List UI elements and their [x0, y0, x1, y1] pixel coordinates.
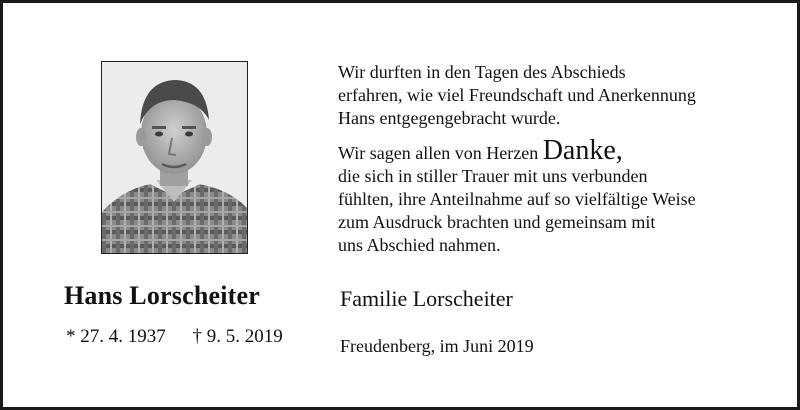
danke-word: Danke, [542, 135, 623, 166]
message-line: uns Abschied nahmen. [338, 235, 501, 255]
place-and-date: Freudenberg, im Juni 2019 [340, 336, 534, 356]
message-line: fühlten, ihre Anteilnahme auf so vielfältige Weise [338, 189, 696, 209]
life-dates [66, 326, 283, 348]
deceased-name: Hans Lorscheiter [64, 281, 261, 310]
thank-you-message [338, 61, 778, 257]
portrait-image [102, 62, 247, 253]
message-paragraph-1 [338, 61, 778, 130]
birth-date: * 27. 4. 1937 [66, 326, 166, 347]
message-line: Wir sagen allen von Herzen [338, 143, 543, 163]
message-line: Wir durften in den Tagen des Abschieds [338, 62, 626, 82]
message-line: erfahren, wie viel Freundschaft und Anerkennung [338, 85, 696, 105]
family-signature: Familie Lorscheiter [340, 286, 513, 311]
message-paragraph-2 [338, 135, 778, 257]
portrait-photo [101, 61, 248, 254]
death-date: † 9. 5. 2019 [192, 326, 283, 347]
message-line: Hans entgegengebracht wurde. [338, 108, 561, 128]
message-line: zum Ausdruck brachten und gemeinsam mit [338, 212, 656, 232]
message-line: die sich in stiller Trauer mit uns verbunden [338, 166, 648, 186]
